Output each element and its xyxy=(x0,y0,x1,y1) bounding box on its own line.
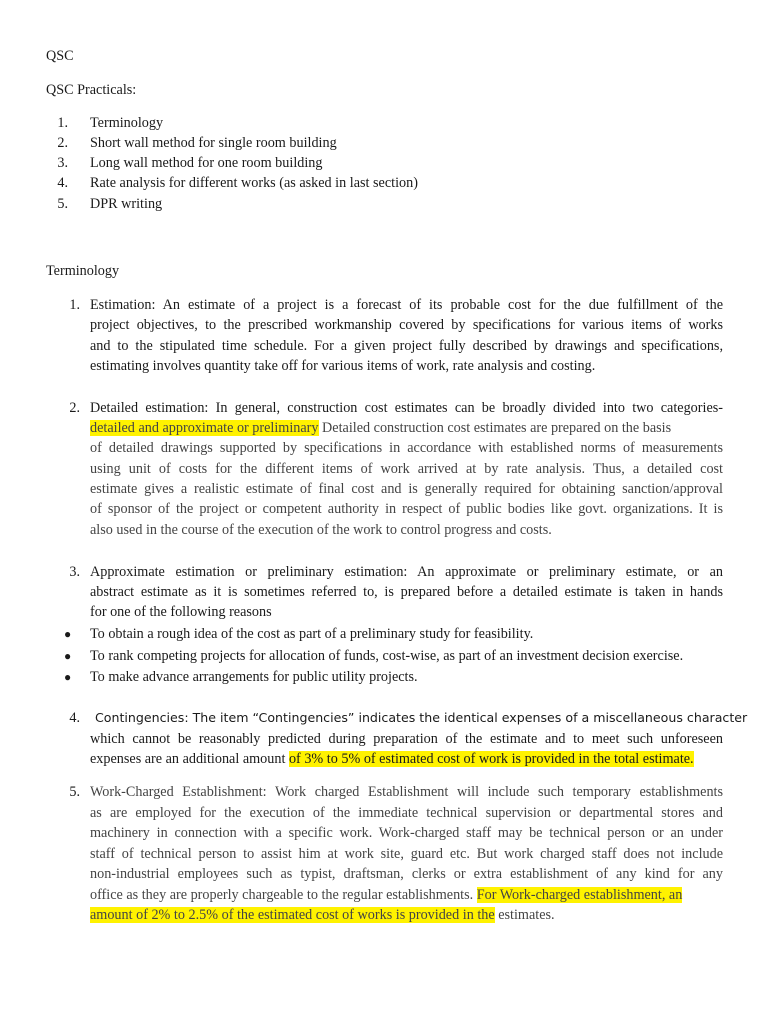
term-number: 1. xyxy=(69,297,80,313)
term-number: 4. xyxy=(69,710,80,726)
bullet-item: To obtain a rough idea of the cost as part of a preliminary study for feasibility. xyxy=(90,626,534,642)
term-text-line: Approximate estimation or preliminary estimation: An approximate or preliminary estimate, or an xyxy=(90,564,723,580)
term-number: 2. xyxy=(69,400,80,416)
list-item: Long wall method for one room building xyxy=(90,155,323,171)
highlight: For Work-charged establishment, an xyxy=(476,887,683,903)
term-text-line: Contingencies: The item “Contingencies” indicates the identical expenses of a miscellaneous character xyxy=(95,710,748,725)
term-text-line: of sponsor of the project or competent authority in respect of public bodies like govt. organizations. It is xyxy=(90,501,723,517)
term-text-line: machinery in connection with a specific work. Work-charged staff may be technical person or an under xyxy=(90,825,723,841)
list-item-number: 1. xyxy=(57,115,68,131)
bullet-icon: ● xyxy=(64,627,72,641)
bullet-icon: ● xyxy=(64,649,72,663)
term-text-line: Work-Charged Establishment: Work charged Establishment will include such temporary establishments xyxy=(90,784,723,800)
term-text: expenses are an additional amount xyxy=(90,751,289,767)
term-text-line xyxy=(90,418,671,438)
term-text-line: using unit of costs for the different items of work arrived at by rate analysis. Thus, a detailed cost xyxy=(90,461,723,477)
term-number: 5. xyxy=(69,784,80,800)
term-text: estimates. xyxy=(494,907,555,923)
term-text-line: as are employed for the execution of the immediate technical supervision or departmental stores and xyxy=(90,805,723,821)
list-item: Rate analysis for different works (as asked in last section) xyxy=(90,175,418,191)
term-text-line xyxy=(90,749,694,769)
term-text: Detailed construction cost estimates are prepared on the basis xyxy=(318,420,672,436)
highlight: amount of 2% to 2.5% of the estimated cost of works is provided in the xyxy=(90,907,495,923)
term-text-line xyxy=(90,905,555,925)
bullet-icon: ● xyxy=(64,670,72,684)
list-item-number: 5. xyxy=(57,196,68,212)
term-text-line: and to the stipulated time schedule. For a given project fully described by drawings and specifications, xyxy=(90,338,723,354)
term-text-line: which cannot be reasonably predicted during preparation of the estimate and to meet such unforeseen xyxy=(90,731,723,747)
term-text-line: staff of technical person to assist him at work site, guard etc. But work charged staff does not include xyxy=(90,846,723,862)
term-number: 3. xyxy=(69,564,80,580)
terminology-heading: Terminology xyxy=(46,263,120,279)
term-text: office as they are properly chargeable to the regular establishments. xyxy=(90,887,477,903)
term-text-line: abstract estimate as it is sometimes referred to, is prepared before a detailed estimate is taken in hands xyxy=(90,584,723,600)
term-text-line: Estimation: An estimate of a project is a forecast of its probable cost for the due fulfillment of the xyxy=(90,297,723,313)
doc-title: QSC xyxy=(46,48,74,64)
list-item-number: 4. xyxy=(57,175,68,191)
term-text-line: of detailed drawings supported by specifications in accordance with established norms of measurements xyxy=(90,440,723,456)
term-text-line: estimate gives a realistic estimate of final cost and is generally required for obtaining sanction/approval xyxy=(90,481,723,497)
bullet-item: To make advance arrangements for public utility projects. xyxy=(90,669,418,685)
list-item-number: 2. xyxy=(57,135,68,151)
term-text-line: also used in the course of the execution of the work to control progress and costs. xyxy=(90,522,552,538)
term-text-line xyxy=(90,885,682,905)
bullet-item: To rank competing projects for allocation of funds, cost-wise, as part of an investment decision exercise. xyxy=(90,648,684,664)
highlight: of 3% to 5% of estimated cost of work is provided in the total estimate. xyxy=(288,751,694,767)
term-text-line: estimating involves quantity take off for various items of work, rate analysis and costing. xyxy=(90,358,596,374)
highlight: detailed and approximate or preliminary xyxy=(90,420,319,436)
term-text-line: non-industrial employees such as typist, draftsman, clerks or extra establishment of any kind for any xyxy=(90,866,723,882)
practicals-heading: QSC Practicals: xyxy=(46,82,137,98)
term-text-line: Detailed estimation: In general, construction cost estimates can be broadly divided into two categories- xyxy=(90,400,723,416)
list-item: Short wall method for single room building xyxy=(90,135,337,151)
list-item-number: 3. xyxy=(57,155,68,171)
list-item: DPR writing xyxy=(90,196,163,212)
list-item: Terminology xyxy=(90,115,164,131)
term-text-line: for one of the following reasons xyxy=(90,604,272,620)
term-text-line: project objectives, to the prescribed workmanship covered by specifications for various items of works xyxy=(90,317,723,333)
